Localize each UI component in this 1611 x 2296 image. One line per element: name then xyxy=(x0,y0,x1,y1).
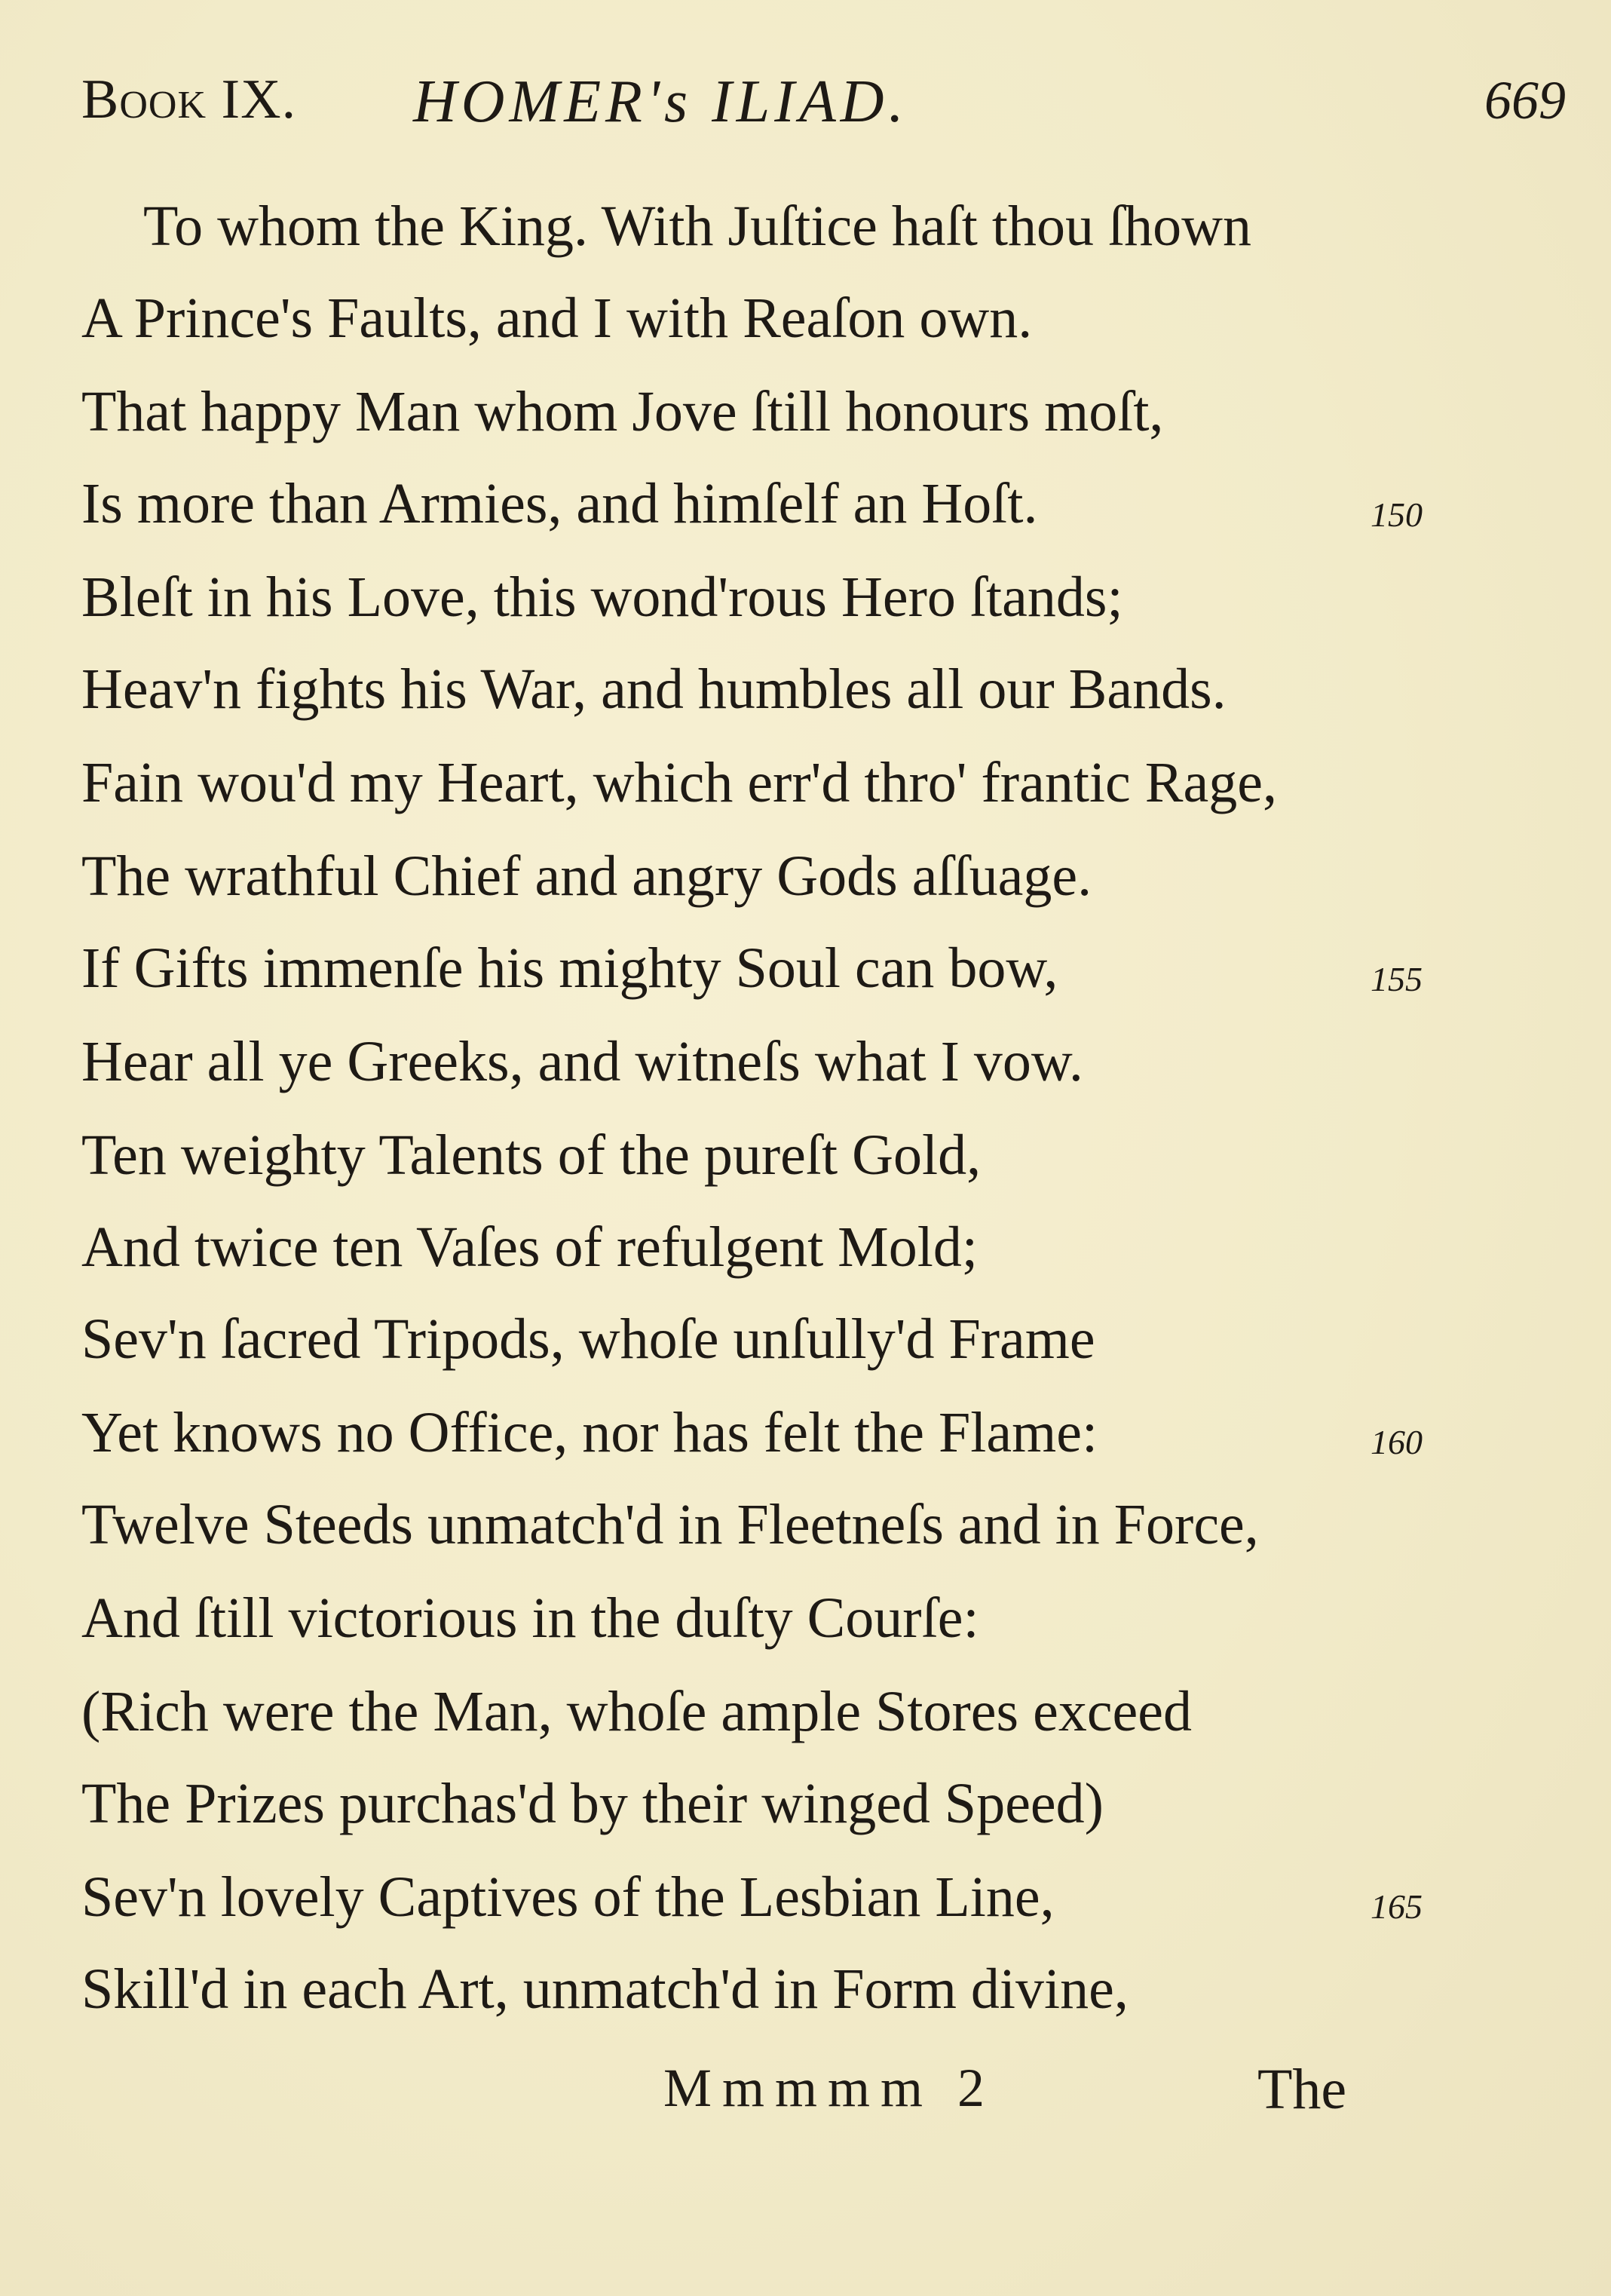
page-footer xyxy=(0,2057,1611,2125)
verse-line: Is more than Armies, and himſelf an Hoſt. xyxy=(81,472,1038,535)
verse-line: Skill'd in each Art, unmatch'd in Form divine, xyxy=(81,1957,1129,2021)
verse-line: If Gifts immenſe his mighty Soul can bow, xyxy=(81,936,1058,1000)
line-number: 160 xyxy=(1371,1423,1423,1461)
verse-line: And ſtill victorious in the duſty Courſe: xyxy=(81,1586,979,1650)
line-number: 155 xyxy=(1371,960,1423,998)
catchword: The xyxy=(1257,2058,1347,2121)
verse-line: The Prizes purchas'd by their winged Speed) xyxy=(81,1772,1104,1835)
verse-line: Twelve Steeds unmatch'd in Fleetneſs and in Force, xyxy=(81,1493,1259,1556)
book-number: Book IX. xyxy=(81,69,297,130)
verse-line: Sev'n lovely Captives of the Lesbian Line, xyxy=(81,1865,1055,1929)
verse-line: Ten weighty Talents of the pureſt Gold, xyxy=(81,1123,982,1187)
verse-line: (Rich were the Man, whoſe ample Stores exceed xyxy=(81,1680,1193,1743)
verse-line: To whom the King. With Juſtice haſt thou ſhown xyxy=(143,195,1251,258)
verse-line: A Prince's Faults, and I with Reaſon own. xyxy=(81,287,1033,350)
verse-line: That happy Man whom Jove ſtill honours moſt, xyxy=(81,380,1164,443)
verse-line: The wrathful Chief and angry Gods aſſuage. xyxy=(81,845,1092,908)
running-title: HOMER's ILIAD. xyxy=(413,69,908,135)
verse-line: Heav'n fights his War, and humbles all our Bands. xyxy=(81,658,1227,721)
verse-line: Bleſt in his Love, this wond'rous Hero ſtands; xyxy=(81,566,1123,629)
verse-line: Fain wou'd my Heart, which err'd thro' frantic Rage, xyxy=(81,751,1277,814)
signature-mark: Mmmmm 2 xyxy=(663,2058,996,2118)
verse-line: Sev'n ſacred Tripods, whoſe unſully'd Frame xyxy=(81,1307,1095,1371)
line-number: 165 xyxy=(1371,1887,1423,1926)
line-number: 150 xyxy=(1371,495,1423,534)
verse-line: Hear all ye Greeks, and witneſs what I vow. xyxy=(81,1030,1083,1093)
verse-line: Yet knows no Office, nor has felt the Flame: xyxy=(81,1401,1098,1464)
verse-line: And twice ten Vaſes of refulgent Mold; xyxy=(81,1215,978,1279)
page-number: 669 xyxy=(1484,70,1566,130)
